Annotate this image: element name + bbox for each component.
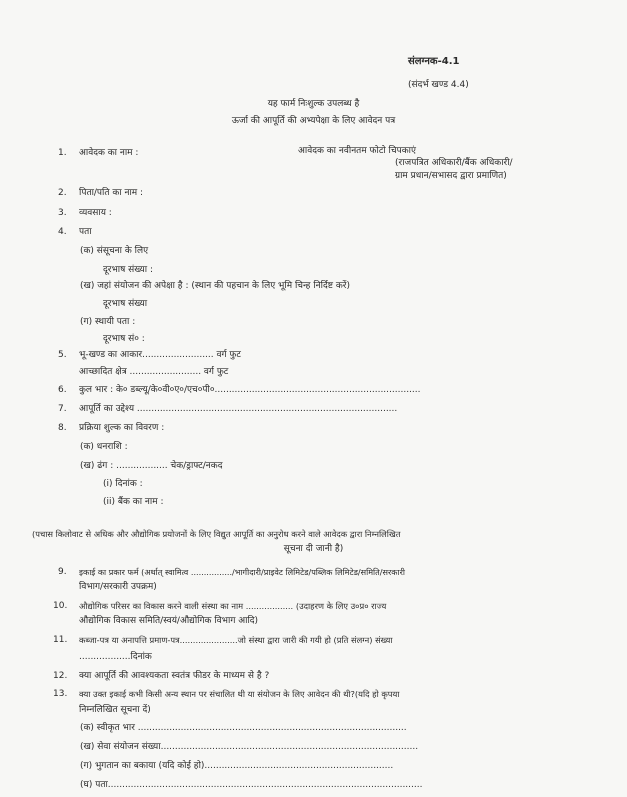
address-communication-phone: दूरभाष संख्या : (103, 265, 153, 275)
previous-unit-line2: निम्नलिखित सूचना दें) (79, 705, 151, 715)
field-7-number: 7. (58, 404, 67, 414)
photo-note-line3: ग्राम प्रधान/सभासद द्वारा प्रमाणित) (395, 171, 507, 181)
field-13-number: 13. (53, 689, 68, 699)
supply-purpose-label: आपूर्ति का उद्देश्य ........................................................................................... (79, 404, 398, 414)
field-5-number: 5. (58, 350, 67, 360)
previous-unit-line1: क्या उक्त इकाई कभी किसी अन्य स्थान पर संचालित थी या संयोजन के लिए आवेदन की थी?(यदि हो कृपया (79, 689, 400, 699)
developer-line1: औद्योगिक परिसर का विकास करने वाली संस्था का नाम .................. (उदाहरण के लिए उ०प्र० राज्य (79, 601, 387, 611)
plot-size-label: भू-खण्ड का आकार......................... वर्ग फुट (79, 350, 241, 360)
photo-note-line2: (राजपत्रित अधिकारी/बैंक अधिकारी/ (395, 158, 513, 168)
covered-area-label: आच्छादित क्षेत्र ......................... वर्ग फुट (79, 367, 229, 377)
unit-type-line1: इकाई का प्रकार फर्म (अर्थात् स्वामित्व ................/भागीदारी/प्राइवेट लिमिटेड/पब्लिक लिमिटेड/समिति/सरकारी (79, 567, 405, 577)
address-communication: (क) संसूचना के लिए (80, 246, 149, 256)
bank-name-label: (ii) बैंक का नाम : (103, 497, 164, 507)
permanent-address-phone: दूरभाष सं० : (103, 334, 145, 344)
field-8-number: 8. (58, 423, 67, 433)
notice-line2: सूचना दी जानी है) (283, 544, 344, 554)
field-4-number: 4. (58, 227, 67, 237)
service-connection-label: (ख) सेवा संयोजन संख्या.......................................................................................... (80, 742, 419, 752)
payment-date-label: (i) दिनांक : (103, 479, 143, 489)
payment-mode-label: (ख) ढंग : .................. चेक/ड्राफ्ट/नकद (80, 461, 223, 471)
notice-line1: (पचास किलोवाट से अधिक और औद्योगिक प्रयोजनों के लिए विद्युत आपूर्ति का अनुरोध करने वाले आवेदक द्वारा निम्नलिखित (32, 529, 401, 539)
annex-label: संलग्नक-4.1 (408, 56, 460, 67)
address-connection-site: (ख) जहां संयोजन की अपेक्षा है : (स्थान की पहचान के लिए भूमि चिन्ह निर्दिष्ट करें) (80, 281, 350, 291)
address-connection-phone: दूरभाष संख्या (103, 299, 148, 309)
field-2-number: 2. (58, 188, 67, 198)
form-title: ऊर्जा की आपूर्ति की अभ्यपेक्षा के लिए आवेदन पत्र (231, 116, 396, 126)
reference-label: (संदर्भ खण्ड 4.4) (408, 80, 469, 90)
payment-due-label: (ग) भुगतान का बकाया (यदि कोई हो).................................................................. (80, 761, 394, 771)
total-load-label: कुल भार : के० डब्ल्यू/के०वी०ए०/एच०पी०........................................................................ (79, 385, 421, 395)
father-name-label: पिता/पति का नाम : (79, 188, 144, 198)
photo-note-line1: आवेदक का नवीनतम फोटो चिपकाएं (298, 146, 416, 156)
field-3-number: 3. (58, 208, 67, 218)
previous-address-label: (घ) पता.............................................................................................................. (80, 780, 423, 790)
address-label: पता (79, 227, 92, 237)
sanctioned-load-label: (क) स्वीकृत भार .............................................................................................. (80, 723, 407, 733)
field-11-number: 11. (53, 635, 68, 645)
field-9-number: 9. (58, 567, 67, 577)
independent-feeder-label: क्या आपूर्ति की आवश्यकता स्वतंत्र फीडर के माध्यम से है ? (79, 671, 270, 681)
field-1-number: 1. (58, 148, 67, 158)
possession-letter-line2: ..................दिनांक (79, 652, 152, 662)
applicant-name-label: आवेदक का नाम : (79, 148, 139, 158)
free-form-note: यह फार्म निःशुल्क उपलब्ध है (267, 99, 360, 109)
permanent-address: (ग) स्थायी पता : (80, 317, 136, 327)
field-10-number: 10. (53, 601, 68, 611)
field-6-number: 6. (58, 385, 67, 395)
developer-line2: औद्योगिक विकास समिति/स्वयं/औद्योगिक विभाग आदि) (79, 616, 259, 626)
processing-fee-label: प्रक्रिया शुल्क का विवरण : (79, 423, 165, 433)
possession-letter-line1: कब्जा-पत्र या अनापत्ति प्रमाण-पत्र......................जो संस्था द्वारा जारी की गयी हो (प्रति संलग्न) संख्या (79, 635, 393, 645)
fee-amount-label: (क) धनराशि : (80, 442, 128, 452)
field-12-number: 12. (53, 671, 68, 681)
occupation-label: व्यवसाय : (79, 208, 112, 218)
unit-type-line2: विभाग/सरकारी उपक्रम) (79, 582, 157, 592)
